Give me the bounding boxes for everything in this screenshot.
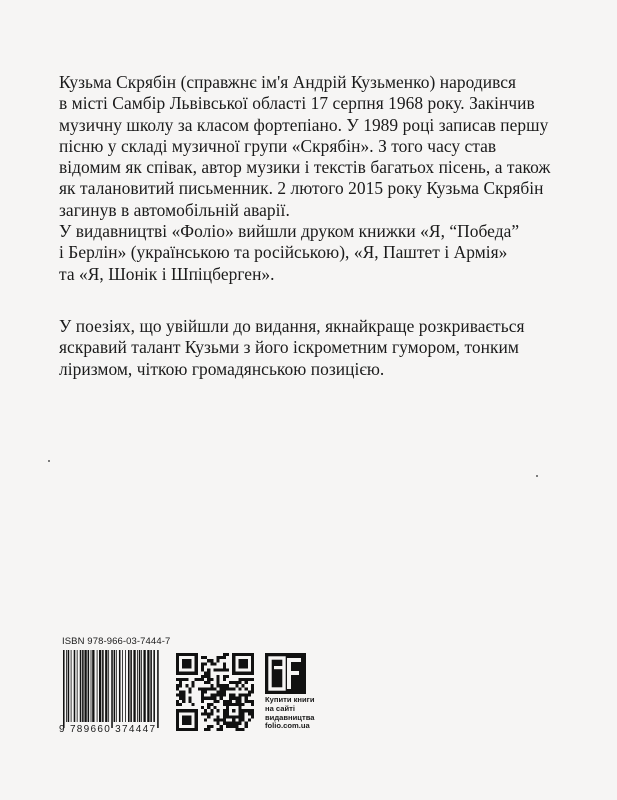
text-line: Кузьма Скрябін (справжнє ім'я Андрій Кузьменко) народився [59,72,517,92]
text-line: музичну школу за класом фортепіано. У 1989 році записав першу [59,114,549,135]
text-line: як талановитий письменник. 2 лютого 2015 року Кузьма Скрябін [59,178,544,199]
barcode-digits: 9 789660 374447 [59,724,157,735]
qr-code-icon [176,653,254,731]
text-line: У поезіях, що увійшли до видання, якнайкраще розкривається [59,315,525,336]
text-line: У видавництві «Фоліо» вийшли друком книжки «Я, “Победа” [59,221,520,242]
shop-line: видавництва [265,712,315,722]
bio-paragraph-2 [59,316,579,380]
website-link[interactable]: folio.com.ua [265,721,310,731]
author-bio [59,72,579,380]
text-line: відомим як співак, автор музики і текстів багатьох пісень, а також [59,157,551,178]
barcode-icon [59,650,163,728]
bio-paragraph-1 [59,72,579,285]
text-line: і Берлін» (українською та російською), «Я, Паштет і Армія» [59,242,508,263]
text-line: загинув в автомобільній аварії. [59,199,290,220]
print-speck [536,475,538,477]
text-line: в місті Самбір Львівської області 17 серпня 1968 року. Закінчив [59,93,535,114]
text-line: ліризмом, чіткою громадянською позицією. [59,358,385,379]
text-line: яскравий талант Кузьми з його іскрометним гумором, тонким [59,337,519,358]
isbn-label: ISBN 978-966-03-7444-7 [62,636,171,647]
publisher-shop-text [265,696,315,731]
shop-line: Купити книги [265,695,315,704]
print-speck [48,460,50,462]
folio-logo-icon [265,653,306,694]
text-line: пісню у складі музичної групи «Скрябін». З того часу став [59,135,497,156]
text-line: та «Я, Шонік і Шпіцберген». [59,263,275,284]
shop-line: на сайті [265,703,295,713]
